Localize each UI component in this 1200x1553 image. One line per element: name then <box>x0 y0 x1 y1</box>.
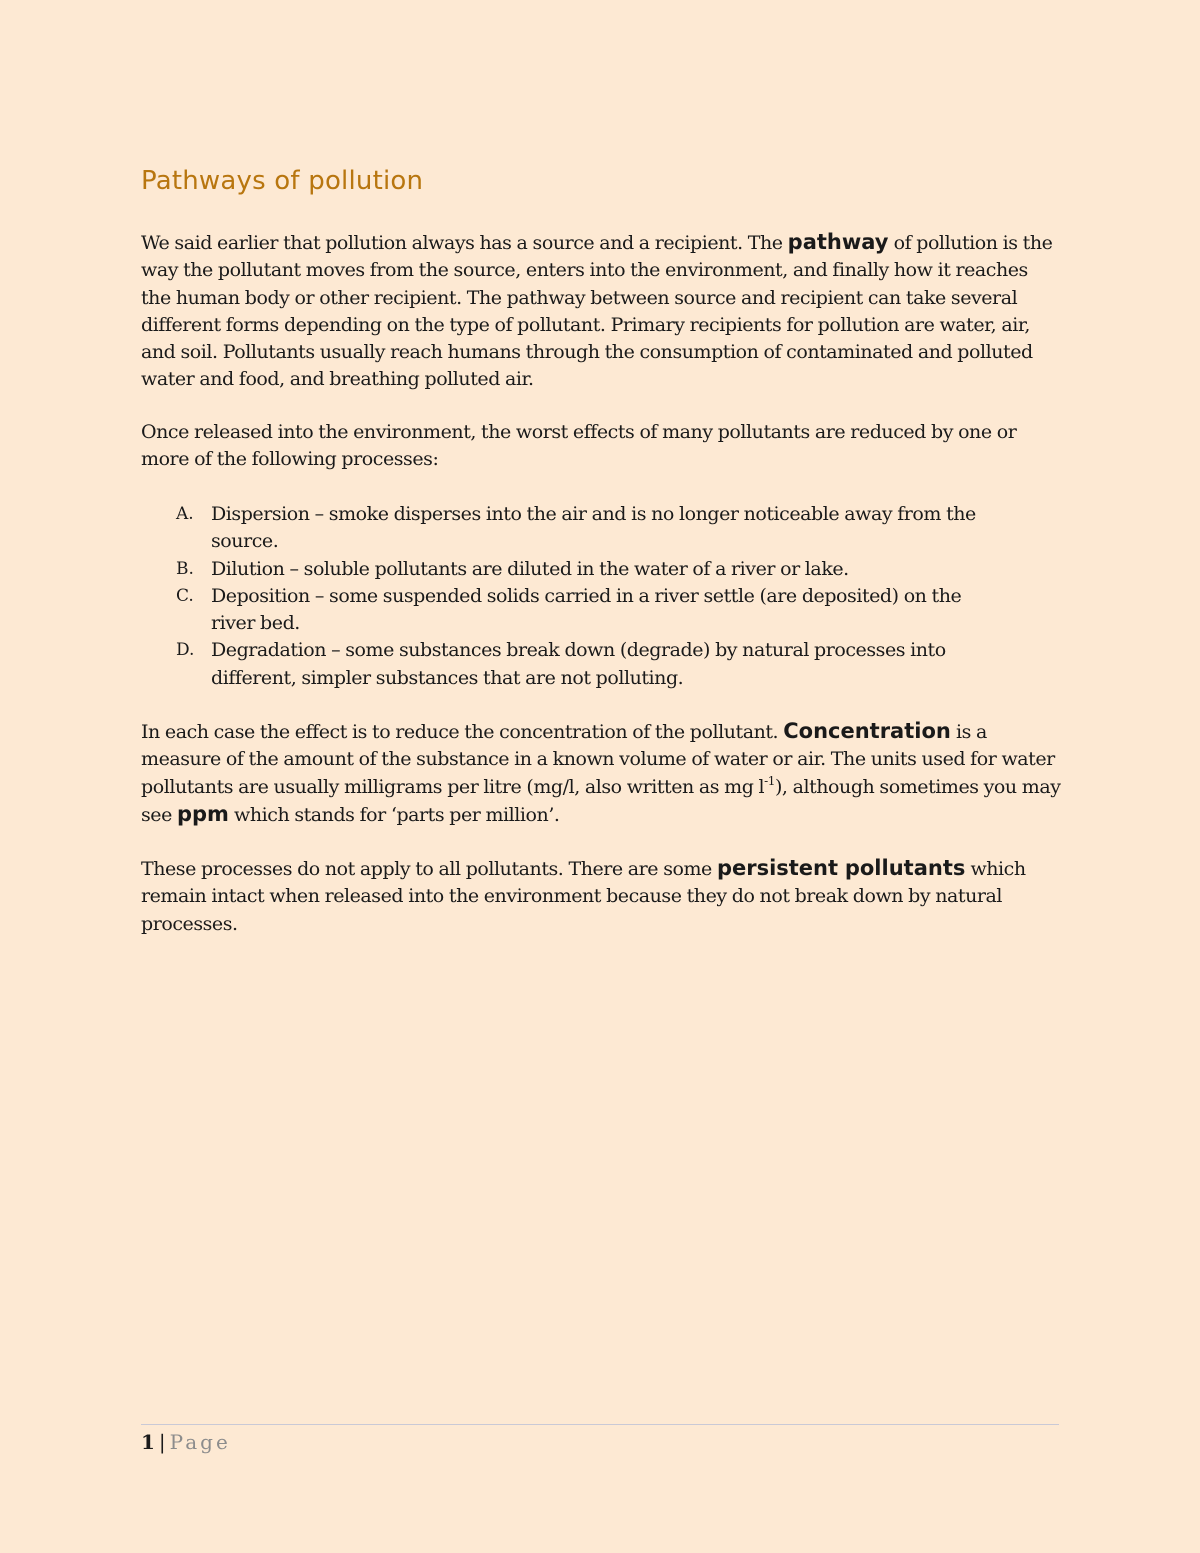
paragraph-text: of pollution is the way the pollutant moves from the source, enters into the environment, and finally how it reaches the human body or other recipient. The pathway between source and recipient can take several different forms depending on the type of pollutant. Primary recipients for pollution are water, air, and soil. Pollutants usually reach humans through the consumption of contaminated and polluted water and food, and breathing polluted air. <box>141 232 1053 391</box>
list-item-text: Dispersion – smoke disperses into the air and is no longer noticeable away from the source. <box>211 503 976 553</box>
key-term-persistent-pollutants: persistent pollutants <box>716 856 966 880</box>
footer-divider <box>141 1424 1059 1425</box>
paragraph-text: is a measure of the amount of the substance in a known volume of water or air. The units used for water pollutants are usually milligrams per litre (mg/l, also written as mg l <box>141 721 1055 798</box>
key-term-pathway: pathway <box>787 230 889 254</box>
key-term-concentration: Concentration <box>783 719 951 743</box>
paragraph-text: ), although sometimes you may see <box>141 775 1061 826</box>
paragraph-text: We said earlier that pollution always has a source and a recipient. The <box>141 232 788 254</box>
page-heading: Pathways of pollution <box>141 166 424 196</box>
paragraph-text: In each case the effect is to reduce the concentration of the pollutant. <box>141 721 784 743</box>
paragraph-persistent <box>141 855 1061 938</box>
paragraph-pathway <box>141 229 1061 394</box>
paragraph-text: which stands for ‘parts per million’. <box>228 803 560 826</box>
list-item <box>141 556 981 583</box>
footer-separator: | <box>158 1430 166 1454</box>
list-item-text: Degradation – some substances break down (degrade) by natural processes into different, simpler substances that are not polluting. <box>211 639 946 689</box>
list-item-text: Dilution – soluble pollutants are diluted in the water of a river or lake. <box>211 557 849 580</box>
list-item <box>141 637 981 692</box>
list-marker: A. <box>176 504 194 524</box>
paragraph-concentration <box>141 718 1061 829</box>
paragraph-processes-intro: Once released into the environment, the worst effects of many pollutants are reduced by one or more of the following processes: <box>141 421 1017 471</box>
list-item <box>141 501 981 556</box>
superscript: -1 <box>764 773 775 788</box>
page-number: 1 <box>141 1430 155 1454</box>
list-item-text: Deposition – some suspended solids carried in a river settle (are deposited) on the river bed. <box>211 584 962 635</box>
paragraph-text: which remain intact when released into the environment because they do not break down by natural processes. <box>141 858 1026 935</box>
key-term-ppm: ppm <box>176 801 229 826</box>
processes-list <box>141 501 1001 692</box>
list-marker: D. <box>176 640 195 661</box>
paragraph-text: These processes do not apply to all pollutants. There are some <box>141 858 717 880</box>
page-label: Page <box>169 1430 231 1454</box>
page-footer <box>141 1430 231 1454</box>
list-marker: B. <box>176 558 194 579</box>
list-item <box>141 583 981 638</box>
list-marker: C. <box>176 585 194 606</box>
